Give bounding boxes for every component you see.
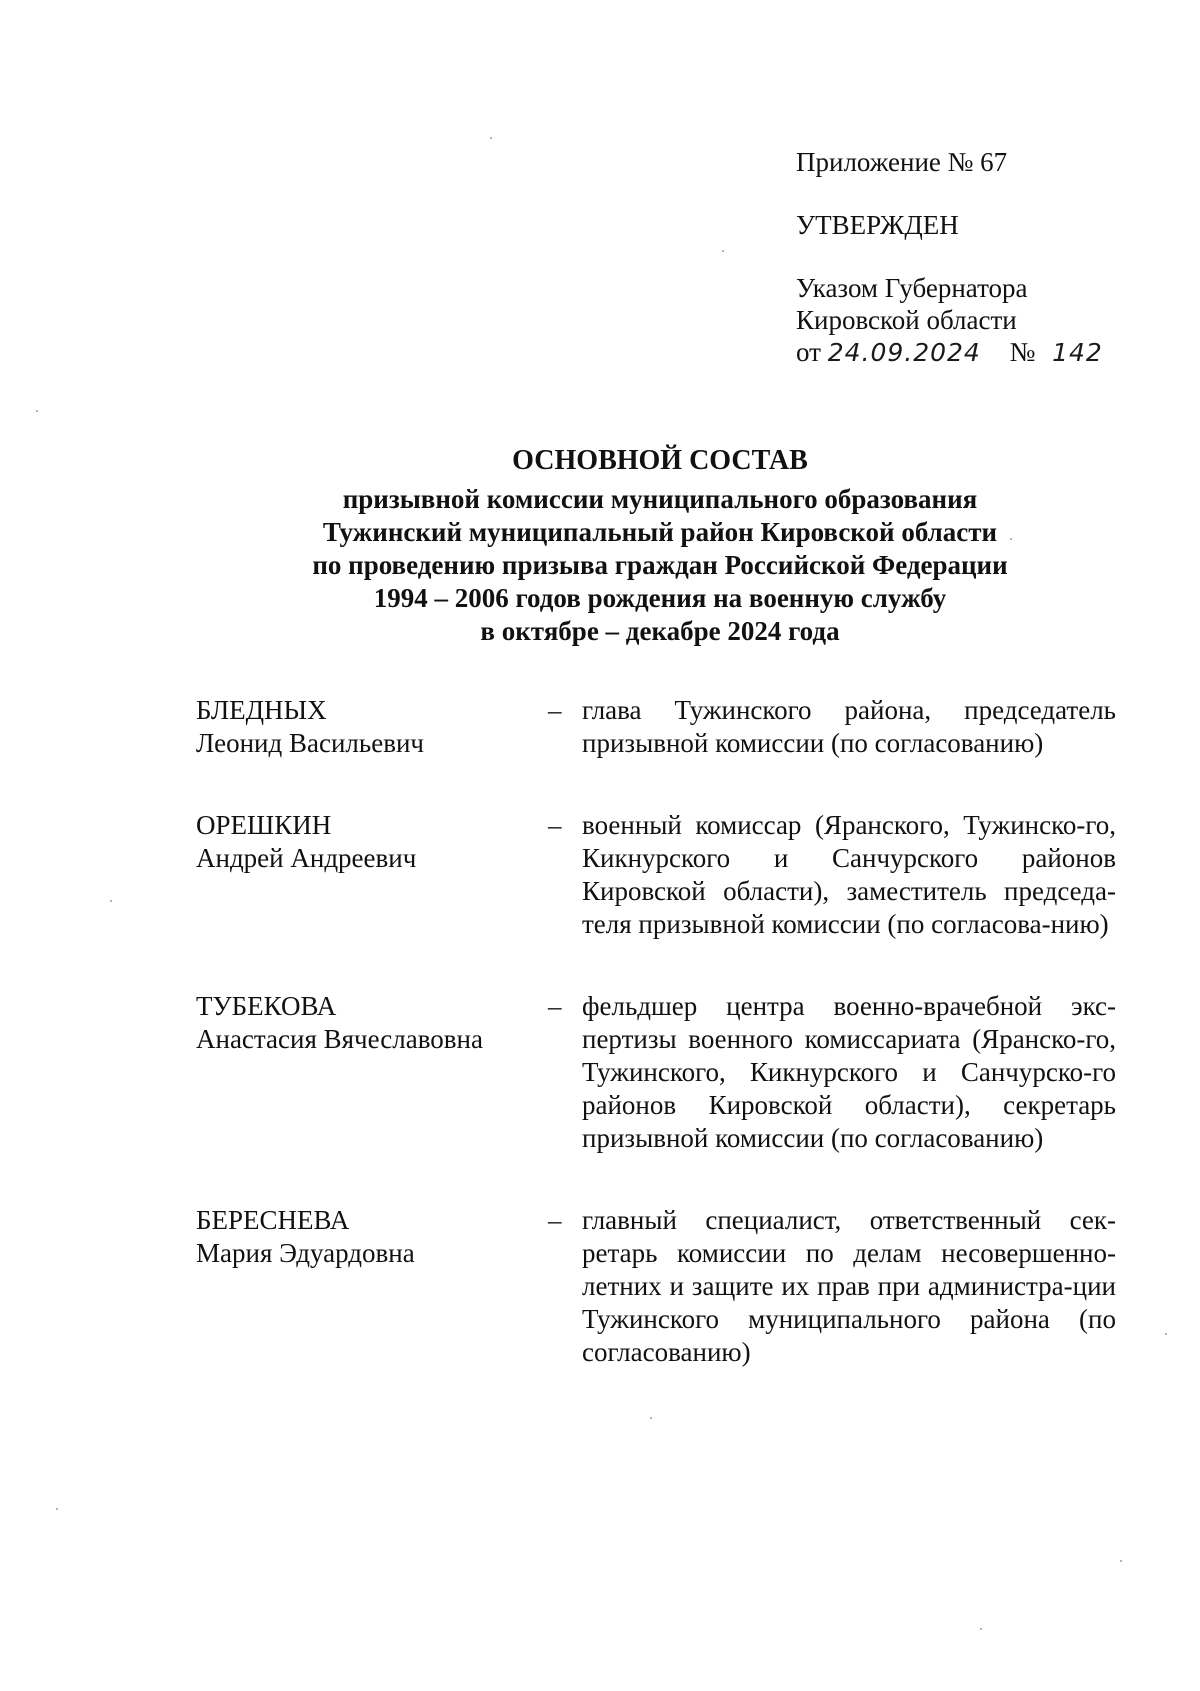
number-sign: №: [1009, 337, 1036, 367]
member-surname: БЕРЕСНЕВА: [196, 1205, 350, 1235]
decree-date-row: [796, 336, 1103, 369]
main-title: ОСНОВНОЙ СОСТАВ: [512, 445, 808, 476]
member-dash: –: [548, 991, 562, 1021]
member-given-name: Мария Эдуардовна: [196, 1238, 415, 1268]
member-entry: [196, 990, 1116, 1155]
member-name: [196, 990, 546, 1056]
scan-speck: [722, 250, 724, 252]
appendix-label: Приложение № 67: [796, 147, 1008, 177]
scan-speck: [36, 410, 38, 412]
member-surname: БЛЕДНЫХ: [196, 695, 327, 725]
member-dash: –: [548, 1205, 562, 1235]
subtitle-line: в октябре – декабре 2024 года: [480, 616, 840, 646]
date-prefix: от: [796, 337, 821, 367]
member-name: [196, 809, 546, 875]
member-name: [196, 694, 546, 760]
scan-speck: [1010, 538, 1012, 540]
members-list: [196, 694, 1116, 1369]
subtitle-line: по проведению призыва граждан Российской Федерации: [312, 550, 1008, 580]
scan-speck: [1120, 1560, 1122, 1562]
handwritten-number: 142: [1052, 338, 1103, 367]
decree-line-2: Кировской области: [796, 305, 1017, 335]
scan-speck: [980, 1628, 982, 1630]
member-role: глава Тужинского района, председатель призывной комиссии (по согласованию): [582, 695, 1116, 758]
scan-speck: [1165, 1333, 1167, 1335]
member-given-name: Андрей Андреевич: [196, 843, 417, 873]
member-dash: –: [548, 695, 562, 725]
scan-speck: [56, 1508, 58, 1510]
subtitle-line: Тужинский муниципальный район Кировской области: [322, 517, 998, 547]
scan-speck: [110, 900, 112, 902]
scan-speck: [490, 137, 492, 139]
member-surname: ОРЕШКИН: [196, 810, 332, 840]
member-entry: [196, 694, 1116, 760]
member-given-name: Анастасия Вячеславовна: [196, 1024, 483, 1054]
subtitle-line: призывной комиссии муниципального образования: [342, 484, 978, 514]
handwritten-date: 24.09.2024: [827, 338, 981, 367]
member-role: военный комиссар (Яранского, Тужинско-го, Кикнурского и Санчурского районов Кировской области), заместитель председа-теля призывной комиссии (по согласова-нию): [582, 810, 1116, 939]
decree-line-1: Указом Губернатора: [796, 273, 1028, 303]
member-entry: [196, 809, 1116, 941]
member-role: главный специалист, ответственный сек-ретарь комиссии по делам несовершенно-летних и защите их прав при администра-ции Тужинского муниципального района (по согласованию): [582, 1205, 1116, 1367]
member-entry: [196, 1204, 1116, 1369]
subtitle-line: 1994 – 2006 годов рождения на военную службу: [373, 583, 947, 613]
approved-stamp-text: УТВЕРЖДЕН: [796, 210, 959, 240]
scan-speck: [650, 1417, 652, 1419]
member-name: [196, 1204, 546, 1270]
member-role: фельдшер центра военно-врачебной экс-пертизы военного комиссариата (Яранско-го, Тужинского, Кикнурского и Санчурско-го районов Кировской области), секретарь призывной комиссии (по согласованию): [582, 991, 1116, 1153]
member-dash: –: [548, 810, 562, 840]
member-surname: ТУБЕКОВА: [196, 991, 337, 1021]
member-given-name: Леонид Васильевич: [196, 728, 424, 758]
document-title: [180, 444, 1140, 648]
approval-block: [796, 146, 1103, 369]
